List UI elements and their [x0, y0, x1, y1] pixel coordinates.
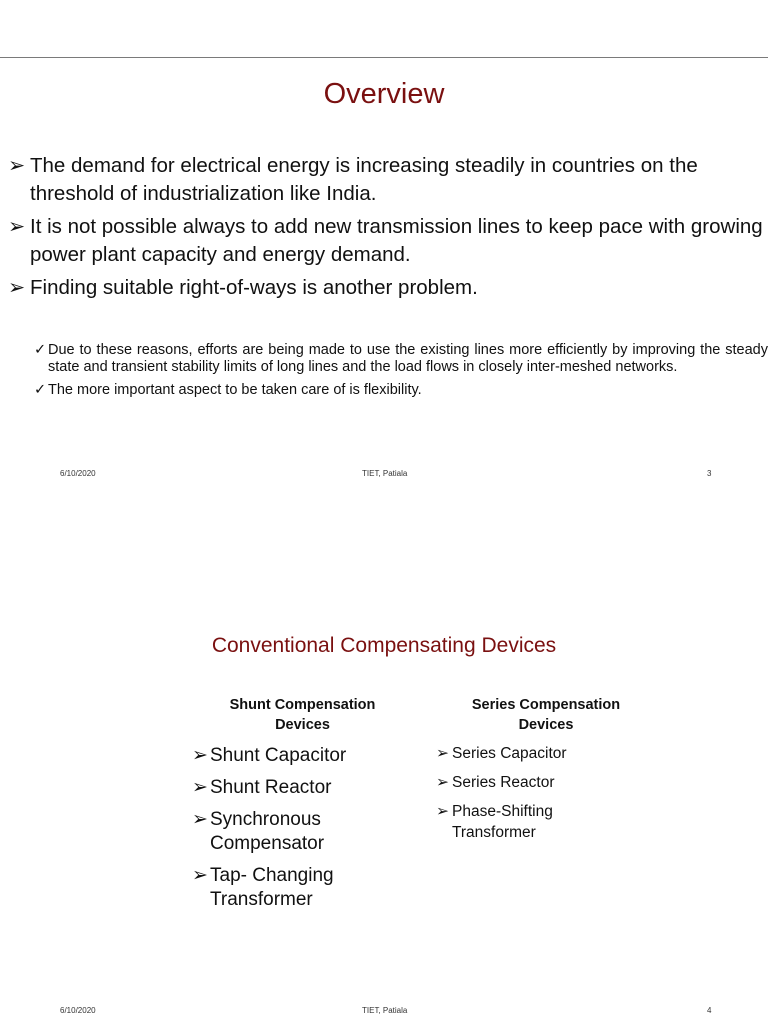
- shunt-column-heading: [200, 695, 405, 735]
- arrow-bullet-icon: ➢: [8, 215, 26, 238]
- bullet-item: [8, 274, 768, 302]
- arrow-bullet-icon: ➢: [436, 803, 449, 820]
- bullet-text: The demand for electrical energy is increasing steadily in countries on the threshold of industrialization like India.: [30, 154, 698, 205]
- footer-page-number: 4: [707, 1006, 712, 1015]
- item-text: Shunt Reactor: [210, 777, 332, 798]
- main-bullet-list: [8, 152, 768, 307]
- slide-overview: [0, 0, 768, 500]
- check-item: [34, 382, 768, 399]
- arrow-bullet-icon: ➢: [8, 276, 26, 299]
- item-text-continued: Transformer: [210, 889, 313, 910]
- item-text: Tap- Changing: [210, 865, 334, 886]
- heading-line: Series Compensation: [471, 697, 621, 713]
- checkmark-icon: ✓: [34, 342, 47, 358]
- series-device-list: [436, 743, 656, 851]
- item-text-continued: Transformer: [452, 824, 536, 841]
- check-text: Due to these reasons, efforts are being made to use the existing lines more efficiently by improving the steady state and transient stability limits of long lines and the load flows in closely inter-meshed networks.: [48, 342, 768, 375]
- footer-date: 6/10/2020: [60, 469, 96, 478]
- heading-line: Devices: [518, 717, 574, 733]
- footer-institution: TIET, Patiala: [362, 1006, 408, 1015]
- list-item: [192, 776, 422, 800]
- item-text: Synchronous: [210, 809, 321, 830]
- slide-title: Overview: [323, 78, 445, 110]
- arrow-bullet-icon: ➢: [192, 777, 208, 798]
- list-item: [192, 744, 422, 768]
- list-item: [192, 808, 422, 856]
- slide-compensating-devices: [0, 520, 768, 1024]
- footer-institution: TIET, Patiala: [362, 469, 408, 478]
- item-text-continued: Compensator: [210, 833, 325, 854]
- bullet-item: [8, 213, 768, 269]
- arrow-bullet-icon: ➢: [436, 774, 449, 791]
- checkmark-icon: ✓: [34, 382, 47, 398]
- list-item: [436, 772, 656, 793]
- list-item: [192, 864, 422, 912]
- shunt-device-list: [192, 744, 422, 920]
- heading-line: Devices: [275, 717, 330, 733]
- slide-title: Conventional Compensating Devices: [211, 634, 557, 657]
- bullet-text: Finding suitable right-of-ways is another problem.: [30, 276, 478, 299]
- series-column-heading: [446, 695, 646, 735]
- list-item: [436, 743, 656, 764]
- bullet-item: [8, 152, 768, 208]
- footer-page-number: 3: [707, 469, 712, 478]
- arrow-bullet-icon: ➢: [436, 745, 449, 762]
- top-divider: [0, 57, 768, 58]
- item-text: Phase-Shifting: [452, 803, 553, 820]
- footer-date: 6/10/2020: [60, 1006, 96, 1015]
- heading-line: Shunt Compensation: [229, 697, 376, 713]
- list-item: [436, 801, 656, 843]
- item-text: Shunt Capacitor: [210, 745, 347, 766]
- arrow-bullet-icon: ➢: [192, 809, 208, 830]
- arrow-bullet-icon: ➢: [8, 154, 26, 177]
- sub-bullet-list: [34, 342, 768, 405]
- item-text: Series Reactor: [452, 774, 555, 791]
- check-item: [34, 342, 768, 376]
- check-text: The more important aspect to be taken care of is flexibility.: [48, 382, 422, 398]
- arrow-bullet-icon: ➢: [192, 865, 208, 886]
- bullet-text: It is not possible always to add new transmission lines to keep pace with growing power plant capacity and energy demand.: [30, 215, 763, 266]
- arrow-bullet-icon: ➢: [192, 745, 208, 766]
- item-text: Series Capacitor: [452, 745, 567, 762]
